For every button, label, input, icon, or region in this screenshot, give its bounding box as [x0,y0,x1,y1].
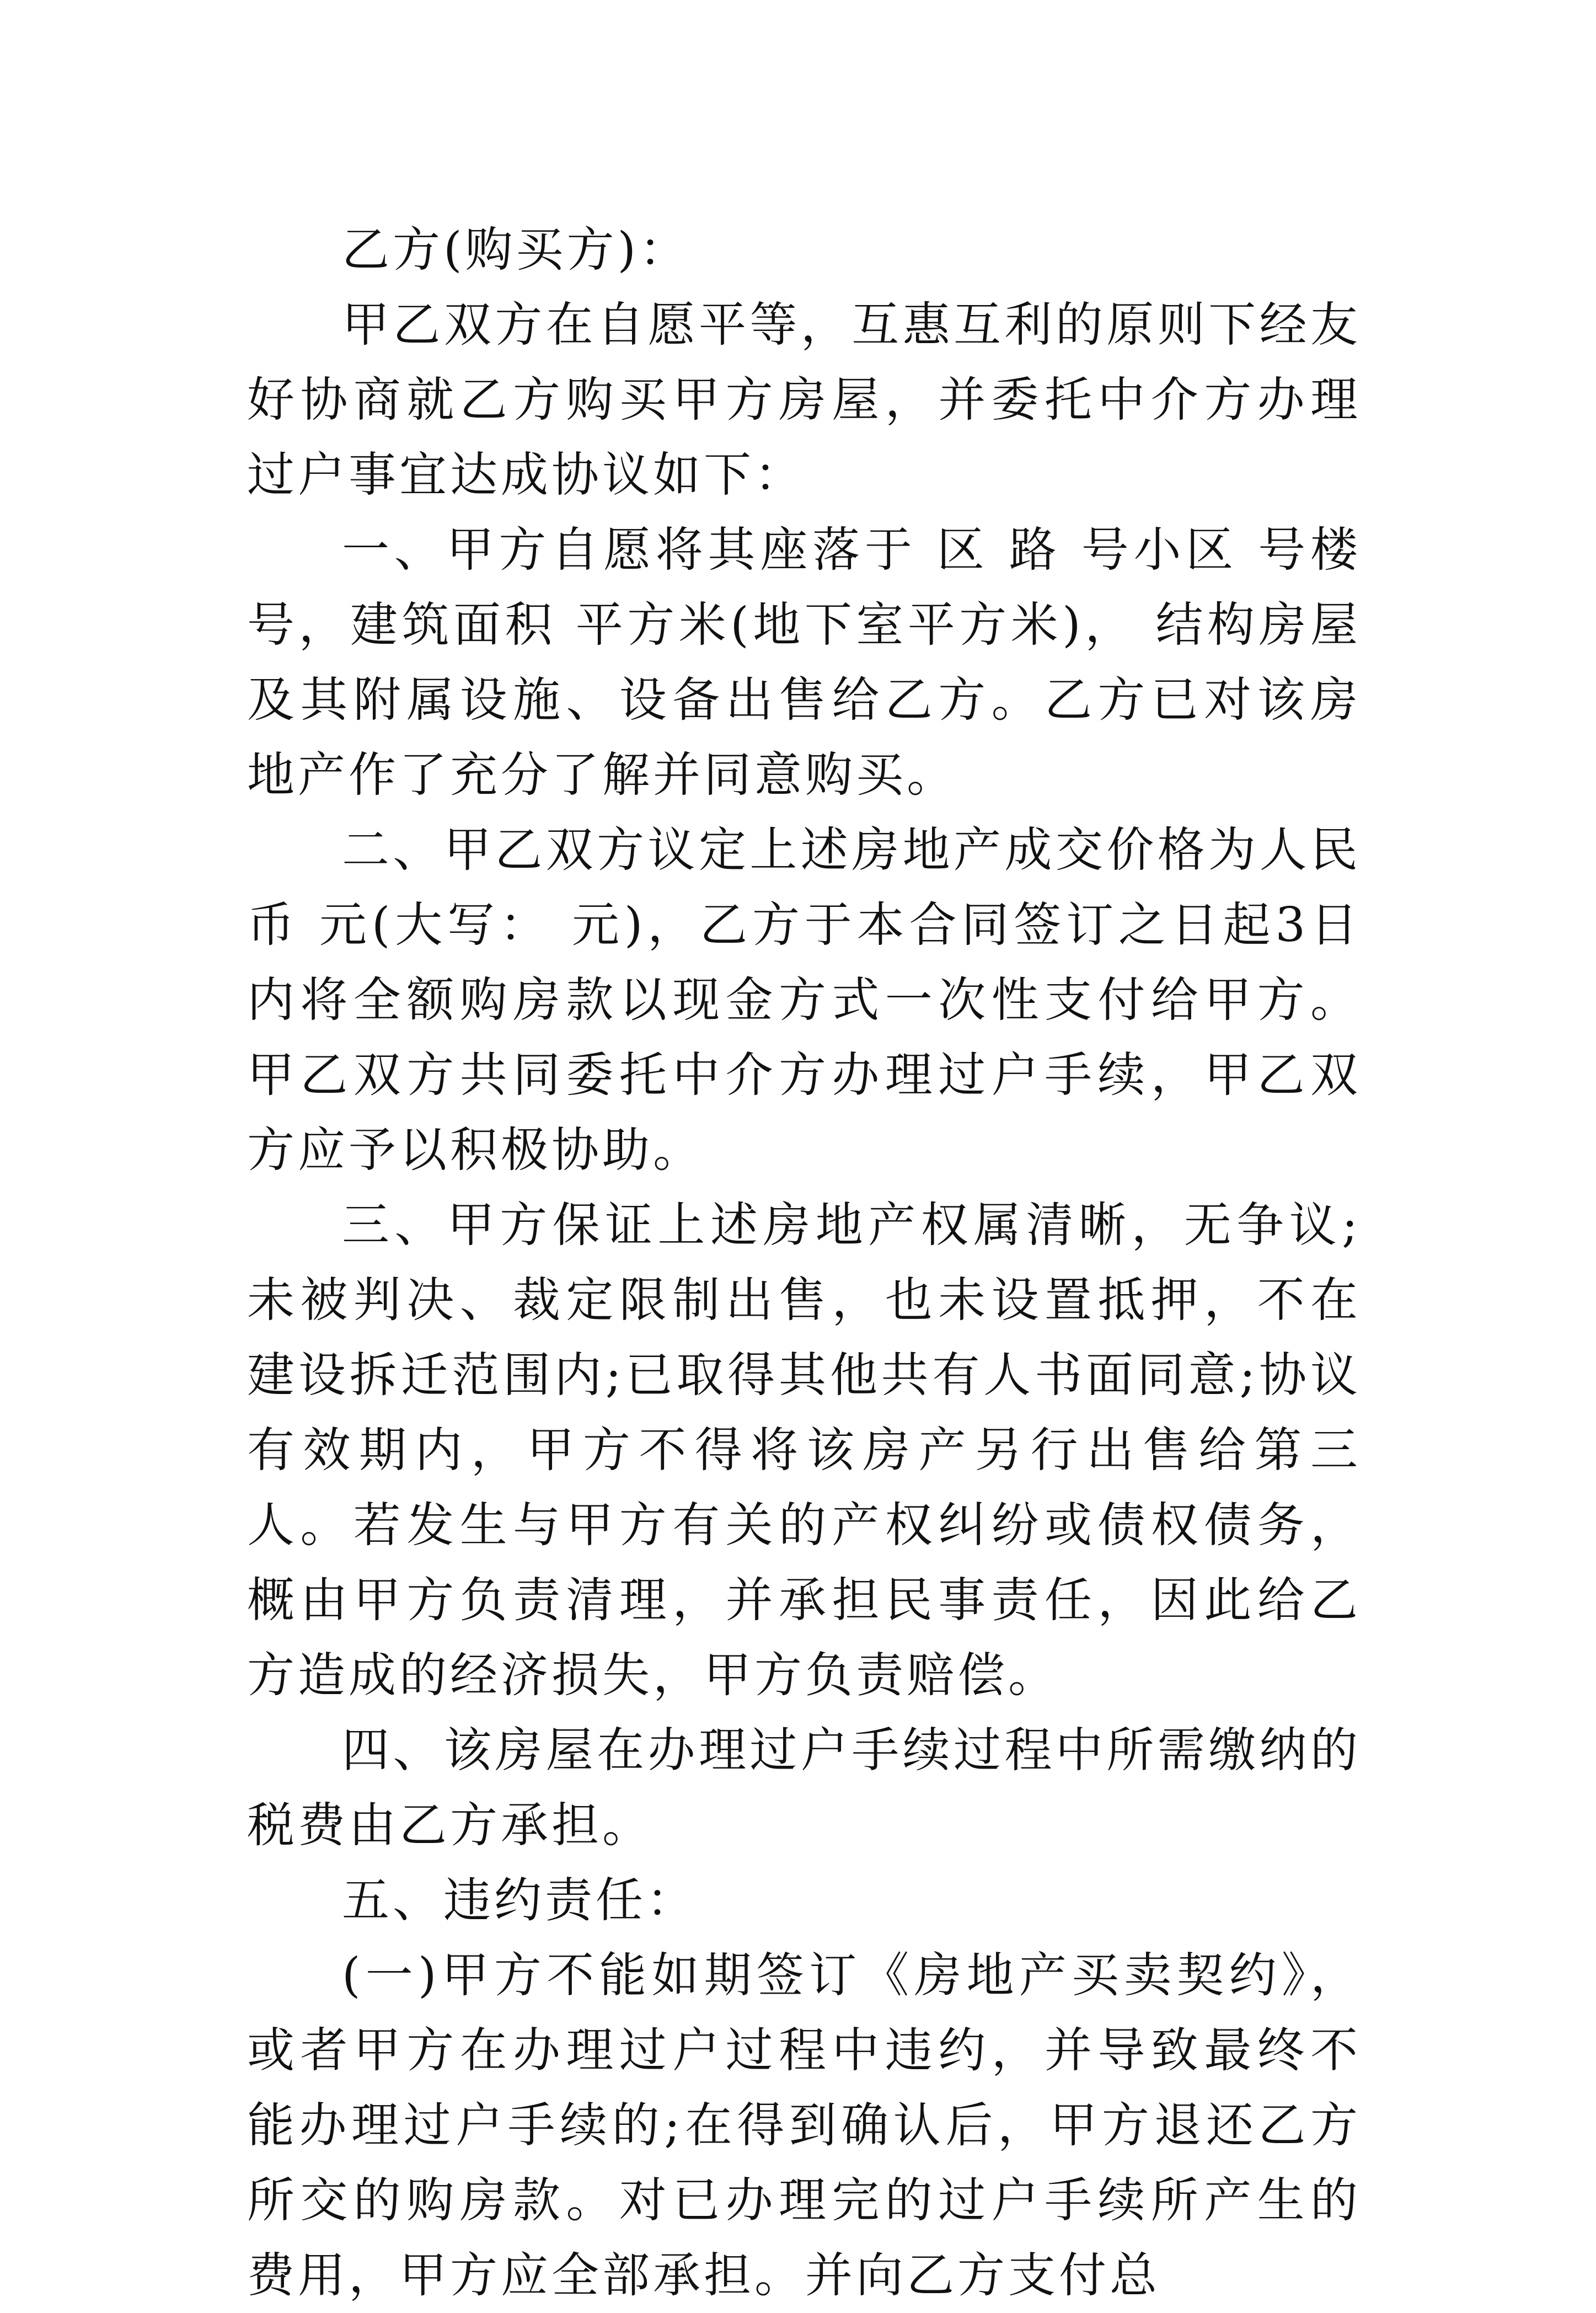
document-body [247,212,1361,2313]
clause-2: 二、甲乙双方议定上述房地产成交价格为人民币 元(大写： 元)，乙方于本合同签订之日起3日内将全额购房款以现金方式一次性支付给甲方。甲乙双方共同委托中介方办理过户手续，甲乙双方应予以积极协助。 [247,822,1361,1178]
clause-4: 四、该房屋在办理过户手续过程中所需缴纳的税费由乙方承担。 [247,1723,1361,1853]
intro-paragraph: 甲乙双方在自愿平等，互惠互利的原则下经友好协商就乙方购买甲方房屋，并委托中介方办理过户事宜达成协议如下： [247,297,1361,503]
clause-5-heading: 五、违约责任： [342,1873,697,1928]
clause-3: 三、甲方保证上述房地产权属清晰，无争议;未被判决、裁定限制出售，也未设置抵押，不在建设拆迁范围内;已取得其他共有人书面同意;协议有效期内，甲方不得将该房产另行出售给第三人。若发生与甲方有关的产权纠纷或债权债务，概由甲方负责清理，并承担民事责任，因此给乙方造成的经济损失，甲方负责赔偿。 [247,1198,1361,1703]
party-b-heading: 乙方(购买方)： [342,222,690,277]
clause-1: 一、甲方自愿将其座落于 区 路 号小区 号楼号，建筑面积 平方米(地下室平方米)， 结构房屋及其附属设施、设备出售给乙方。乙方已对该房地产作了充分了解并同意购买。 [247,522,1361,803]
clause-5-item-1: (一)甲方不能如期签订《房地产买卖契约》，或者甲方在办理过户过程中违约，并导致最终不能办理过户手续的;在得到确认后，甲方退还乙方所交的购房款。对已办理完的过户手续所产生的费用，甲方应全部承担。并向乙方支付总 [247,1948,1361,2303]
